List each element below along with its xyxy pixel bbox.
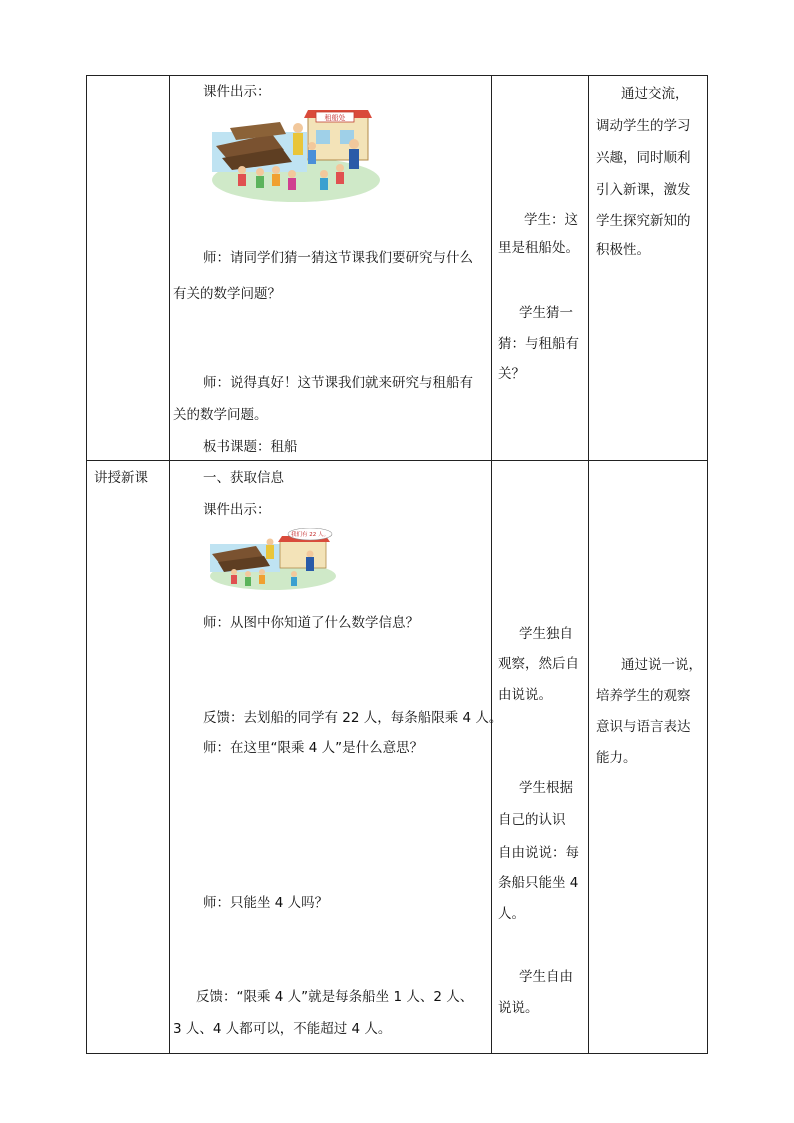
- table-left-border: [86, 75, 87, 1054]
- row1-intent-line: 兴趣，同时顺利: [596, 150, 691, 166]
- column-divider-1: [169, 75, 170, 1054]
- row2-process-line: 课件出示：: [203, 502, 271, 518]
- row1-intent-line: 学生探究新知的: [596, 213, 691, 229]
- row2-student-line: 学生独自: [519, 626, 573, 642]
- row2-student-line: 说说。: [498, 1000, 539, 1016]
- row1-student-line: 学生猜一: [519, 305, 573, 321]
- row2-intent-line: 能力。: [596, 750, 637, 766]
- row1-process-line: 关的数学问题。: [173, 407, 268, 423]
- row2-process-line: 反馈：“限乘 4 人”就是每条船坐 1 人、2 人、: [196, 989, 474, 1005]
- column-divider-3: [588, 75, 589, 1054]
- boat-rental-illustration: [212, 110, 380, 202]
- row1-student-line: 关？: [498, 366, 525, 382]
- row1-intent-line: 通过交流，: [621, 86, 689, 102]
- table-right-border: [707, 75, 708, 1054]
- boat-rental-info-illustration: [210, 528, 336, 590]
- row2-process-line: 师：在这里“限乘 4 人”是什么意思？: [203, 740, 424, 756]
- table-bottom-border: [86, 1053, 708, 1054]
- row1-student-line: 猜：与租船有: [498, 336, 579, 352]
- row2-student-line: 观察，然后自: [498, 656, 579, 672]
- row1-student-line: 学生：这: [524, 212, 578, 228]
- row2-student-line: 学生根据: [519, 780, 573, 796]
- row2-process-line: 反馈：去划船的同学有 22 人，每条船限乘 4 人。: [203, 710, 503, 726]
- row1-process-line: 板书课题：租船: [203, 439, 298, 455]
- rental-sign-text: 租船处: [324, 114, 346, 122]
- row-divider: [86, 460, 708, 461]
- column-divider-2: [491, 75, 492, 1054]
- row2-student-line: 学生自由: [519, 969, 573, 985]
- row2-stage: 讲授新课: [94, 470, 148, 486]
- row2-student-line: 条船只能坐 4: [498, 875, 579, 891]
- row2-process-line: 师：从图中你知道了什么数学信息？: [203, 615, 419, 631]
- row2-intent-line: 通过说一说，: [621, 657, 702, 673]
- row1-intent-line: 调动学生的学习: [596, 118, 691, 134]
- row2-student-line: 人。: [498, 906, 525, 922]
- row1-process-line: 师：说得真好！这节课我们就来研究与租船有: [203, 375, 473, 391]
- row1-process-line: 师：请同学们猜一猜这节课我们要研究与什么: [203, 250, 473, 266]
- row2-student-line: 自由说说：每: [498, 845, 579, 861]
- row1-process-line: 课件出示：: [203, 84, 271, 100]
- row2-process-line: 3 人、4 人都可以，不能超过 4 人。: [173, 1021, 392, 1037]
- speech-bubble-text: 我们有 22 人。: [291, 532, 329, 538]
- row2-process-line: 一、获取信息: [203, 470, 284, 486]
- row2-student-line: 自己的认识: [498, 812, 566, 828]
- table-top-border: [86, 75, 708, 76]
- row2-intent-line: 意识与语言表达: [596, 719, 691, 735]
- row2-student-line: 由说说。: [498, 687, 552, 703]
- row1-student-line: 里是租船处。: [498, 240, 579, 256]
- row1-intent-line: 积极性。: [596, 242, 650, 258]
- row1-intent-line: 引入新课，激发: [596, 182, 691, 198]
- row2-process-line: 师：只能坐 4 人吗？: [203, 895, 329, 911]
- row1-process-line: 有关的数学问题？: [173, 286, 281, 302]
- row2-intent-line: 培养学生的观察: [596, 688, 691, 704]
